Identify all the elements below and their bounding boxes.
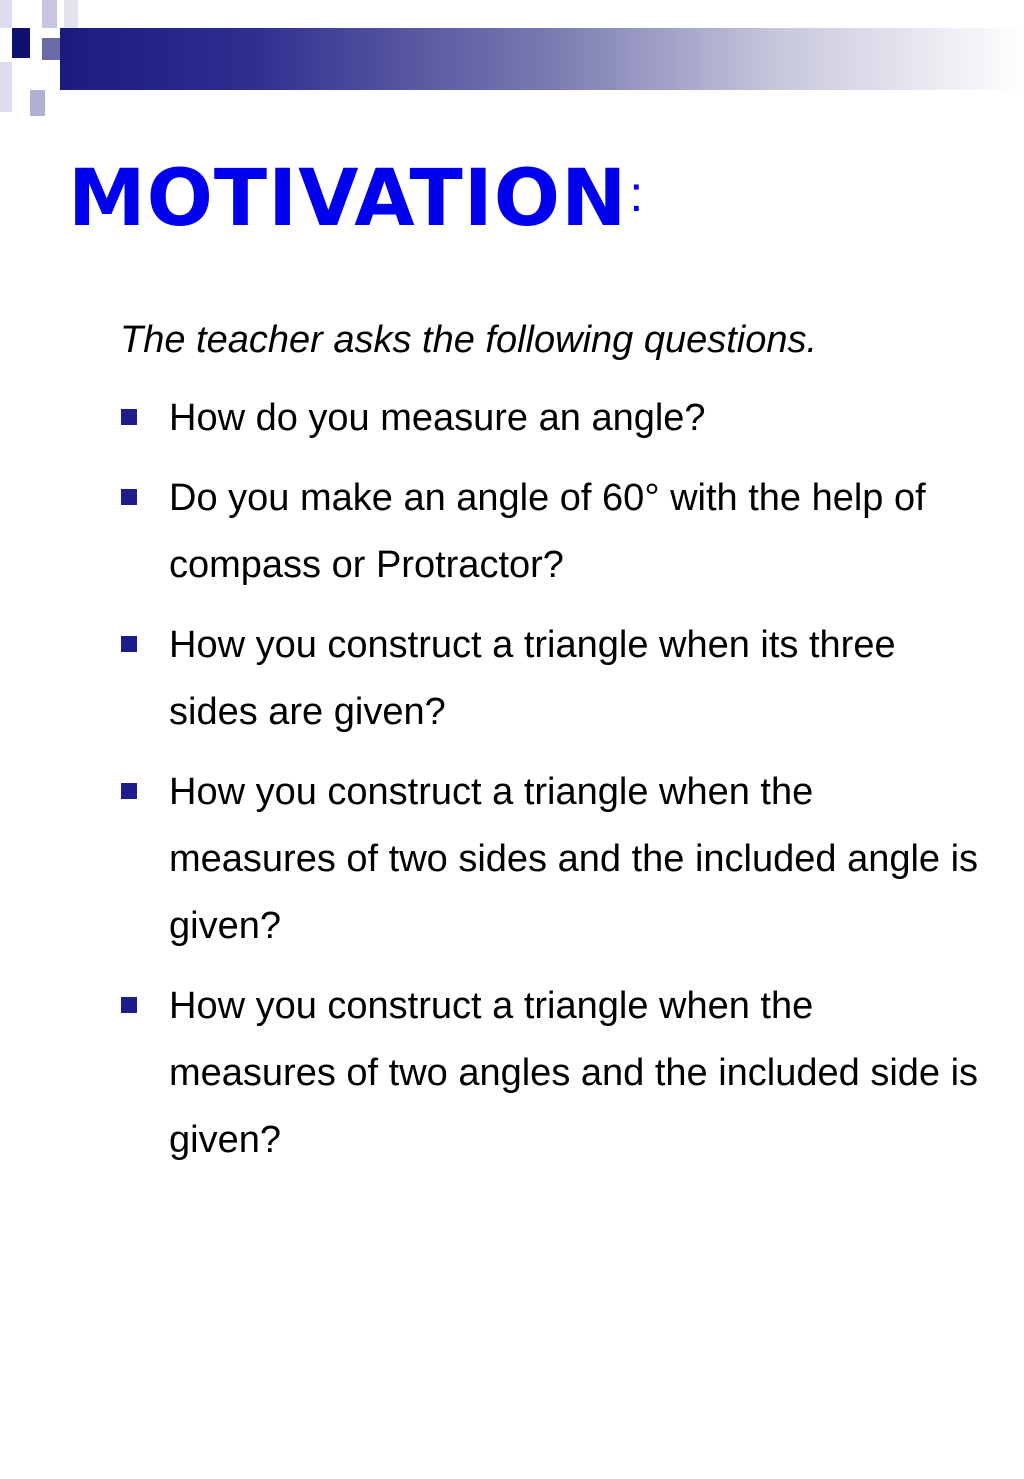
header-gradient-bar	[60, 28, 1024, 90]
question-list	[120, 385, 990, 1187]
question-text: How you construct a triangle when the measures of two sides and the included angle is given?	[169, 771, 979, 947]
intro-text: The teacher asks the following questions.	[120, 319, 818, 361]
square-bullet-icon	[121, 783, 137, 799]
header-square	[0, 0, 12, 28]
header-square	[0, 62, 12, 112]
header-square	[42, 38, 60, 60]
slide-title-suffix: :	[629, 166, 644, 222]
list-item	[120, 973, 990, 1174]
list-item	[120, 612, 990, 746]
slide-title-text: MOTIVATION	[68, 154, 628, 244]
question-text: How do you measure an angle?	[169, 397, 706, 439]
list-item	[120, 465, 990, 599]
list-item	[120, 385, 990, 452]
header-square	[30, 90, 45, 116]
square-bullet-icon	[121, 997, 137, 1013]
list-item	[120, 759, 990, 960]
header-square	[64, 0, 78, 28]
question-text: How you construct a triangle when its three sides are given?	[169, 624, 896, 733]
slide-title	[68, 154, 644, 244]
square-bullet-icon	[121, 489, 137, 505]
question-text: How you construct a triangle when the measures of two angles and the included side is given?	[169, 985, 979, 1161]
square-bullet-icon	[121, 636, 137, 652]
header-square	[12, 28, 30, 58]
question-text: Do you make an angle of 60° with the help of compass or Protractor?	[169, 477, 926, 586]
header-square	[42, 0, 57, 28]
square-bullet-icon	[121, 409, 137, 425]
